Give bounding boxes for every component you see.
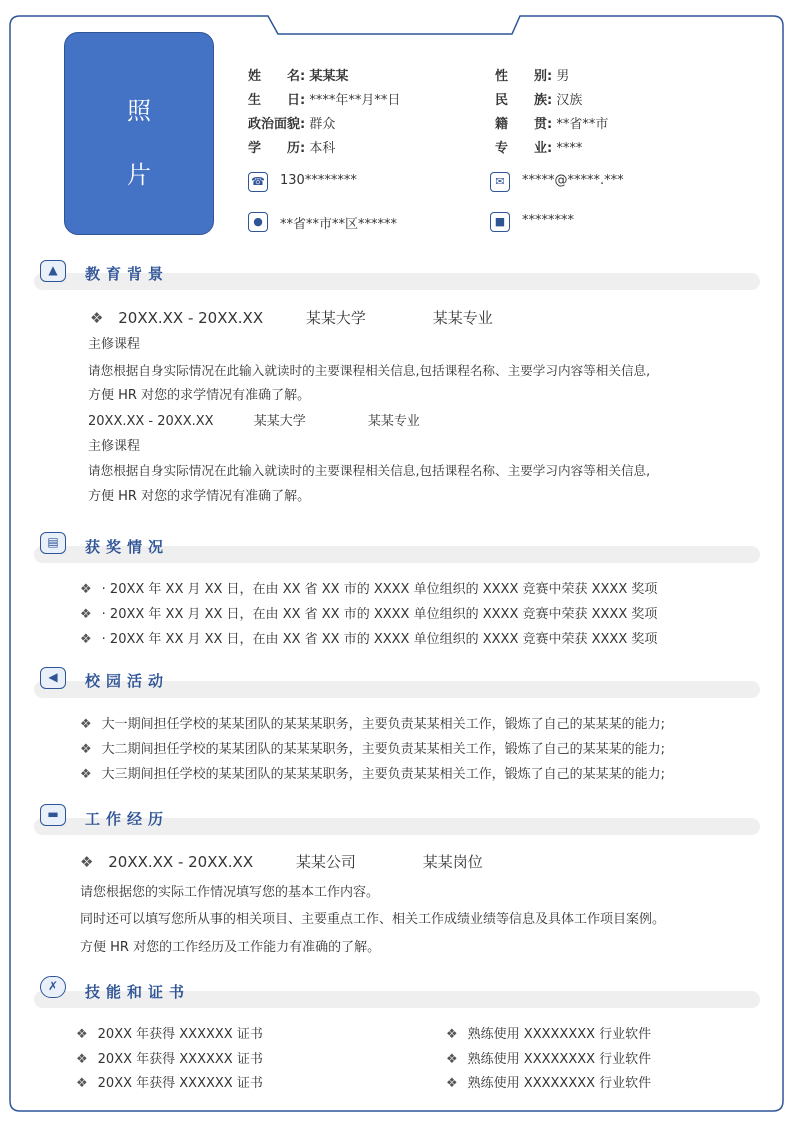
graduation-cap-icon: ▲ [40,260,66,282]
major-label: 专 业: [495,141,553,156]
wechat-value: ******** [522,213,574,228]
work-date: 20XX.XX - 20XX.XX [108,853,254,871]
politics-label: 政治面貌: [248,117,306,132]
edu-entry-1-header [90,307,493,328]
work-company: 某某公司 [295,853,356,871]
award-item-1: ❖ · 20XX 年 XX 月 XX 日，在由 XX 省 XX 市的 XXXX 单位组织的 XXXX 竞赛中荣获 XXXX 奖项 [80,582,658,597]
edu-1-desc-1: 请您根据自身实际情况在此输入就读时的主要课程相关信息,包括课程名称、主要学习内容等相关信息, [88,363,651,378]
origin-value: **省**市 [556,117,609,132]
edu-1-major: 某某专业 [432,309,493,327]
work-position: 某某岗位 [422,853,483,871]
bullet-icon: ❖ [446,1076,458,1091]
bullet-icon: ❖ [76,1027,88,1042]
photo-placeholder [64,32,214,235]
skill-right-2: ❖ 熟练使用 XXXXXXXX 行业软件 [446,1052,652,1067]
bullet-icon: ❖ [80,607,92,622]
skill-left-1: ❖ 20XX 年获得 XXXXXX 证书 [76,1027,263,1042]
section-title-education: 教育背景 [85,265,170,283]
bullet-icon: ❖ [76,1052,88,1067]
info-politics [248,113,335,132]
phone-value: 130******** [280,173,357,188]
bullet-icon: ❖ [446,1052,458,1067]
campus-item-3: ❖ 大三期间担任学校的某某团队的某某某职务，主要负责某某相关工作，锻炼了自己的某某某的能力; [80,767,666,782]
name-value: 某某某 [309,69,349,84]
photo-text-2: 片 [127,161,151,189]
bullet-icon: ❖ [80,742,92,757]
major-value: **** [556,141,583,156]
section-title-work: 工作经历 [85,810,170,828]
skill-left-3: ❖ 20XX 年获得 XXXXXX 证书 [76,1076,263,1091]
gender-value: 男 [556,69,570,84]
edu-1-date: 20XX.XX - 20XX.XX [118,309,264,327]
campus-item-1: ❖ 大一期间担任学校的某某团队的某某某职务，主要负责某某相关工作，锻炼了自己的某某某的能力; [80,717,666,732]
info-name [248,65,348,84]
certificate-icon: ▤ [40,532,66,554]
edu-1-desc-2: 方便 HR 对您的求学情况有准确了解。 [88,388,311,403]
email-value: *****@*****.*** [522,173,624,188]
bullet-icon: ❖ [80,853,94,871]
info-major [495,137,582,156]
gender-label: 性 别: [495,69,553,84]
bullet-icon: ❖ [80,582,92,597]
bullet-icon: ❖ [80,717,92,732]
award-item-3: ❖ · 20XX 年 XX 月 XX 日，在由 XX 省 XX 市的 XXXX 单位组织的 XXXX 竞赛中荣获 XXXX 奖项 [80,632,658,647]
info-origin [495,113,608,132]
chat-icon: ■ [490,212,510,232]
edu-2-school: 某某大学 [253,414,306,429]
info-birth [248,89,400,108]
section-title-campus: 校园活动 [85,672,170,690]
bullet-icon: ❖ [80,767,92,782]
mail-icon: ✉ [490,172,510,192]
edu-2-desc-1: 请您根据自身实际情况在此输入就读时的主要课程相关信息,包括课程名称、主要学习内容等相关信息, [88,463,651,478]
briefcase-icon: ▬ [40,804,66,826]
location-icon: ● [248,212,268,232]
info-ethnic [495,89,582,108]
megaphone-icon: ◀ [40,667,66,689]
edu-entry-2-header [88,410,420,429]
edu-2-date: 20XX.XX - 20XX.XX [88,414,214,429]
section-title-awards: 获奖情况 [85,538,170,556]
campus-item-2: ❖ 大二期间担任学校的某某团队的某某某职务，主要负责某某相关工作，锻炼了自己的某某某的能力; [80,742,666,757]
edu-1-course-label: 主修课程 [88,337,141,352]
info-education [248,137,335,156]
ethnic-value: 汉族 [556,93,583,108]
skill-right-1: ❖ 熟练使用 XXXXXXXX 行业软件 [446,1027,652,1042]
edu-2-course-label: 主修课程 [88,439,141,454]
edu-1-school: 某某大学 [305,309,366,327]
info-gender [495,65,569,84]
photo-text-1: 照 [127,97,151,125]
section-title-skills: 技能和证书 [85,983,191,1001]
edu-2-major: 某某专业 [367,414,420,429]
bullet-icon: ❖ [76,1076,88,1091]
tools-icon: ✗ [40,976,66,998]
work-line-1: 请您根据您的实际工作情况填写您的基本工作内容。 [80,885,380,900]
bullet-icon: ❖ [446,1027,458,1042]
work-entry-header [80,851,483,872]
edu-value: 本科 [309,141,336,156]
politics-value: 群众 [309,117,336,132]
work-line-3: 方便 HR 对您的工作经历及工作能力有准确的了解。 [80,940,381,955]
name-label: 姓 名: [248,69,306,84]
ethnic-label: 民 族: [495,93,553,108]
origin-label: 籍 贯: [495,117,553,132]
birth-label: 生 日: [248,93,306,108]
address-value: **省**市**区****** [280,217,398,232]
edu-label: 学 历: [248,141,306,156]
work-line-2: 同时还可以填写您所从事的相关项目、主要重点工作、相关工作成绩业绩等信息及具体工作项目案例。 [80,912,666,927]
bullet-icon: ❖ [80,632,92,647]
phone-icon: ☎ [248,172,268,192]
award-item-2: ❖ · 20XX 年 XX 月 XX 日，在由 XX 省 XX 市的 XXXX 单位组织的 XXXX 竞赛中荣获 XXXX 奖项 [80,607,658,622]
skill-left-2: ❖ 20XX 年获得 XXXXXX 证书 [76,1052,263,1067]
bullet-icon: ❖ [90,309,104,327]
skill-right-3: ❖ 熟练使用 XXXXXXXX 行业软件 [446,1076,652,1091]
birth-value: ****年**月**日 [309,93,401,108]
edu-2-desc-2: 方便 HR 对您的求学情况有准确了解。 [88,489,311,504]
